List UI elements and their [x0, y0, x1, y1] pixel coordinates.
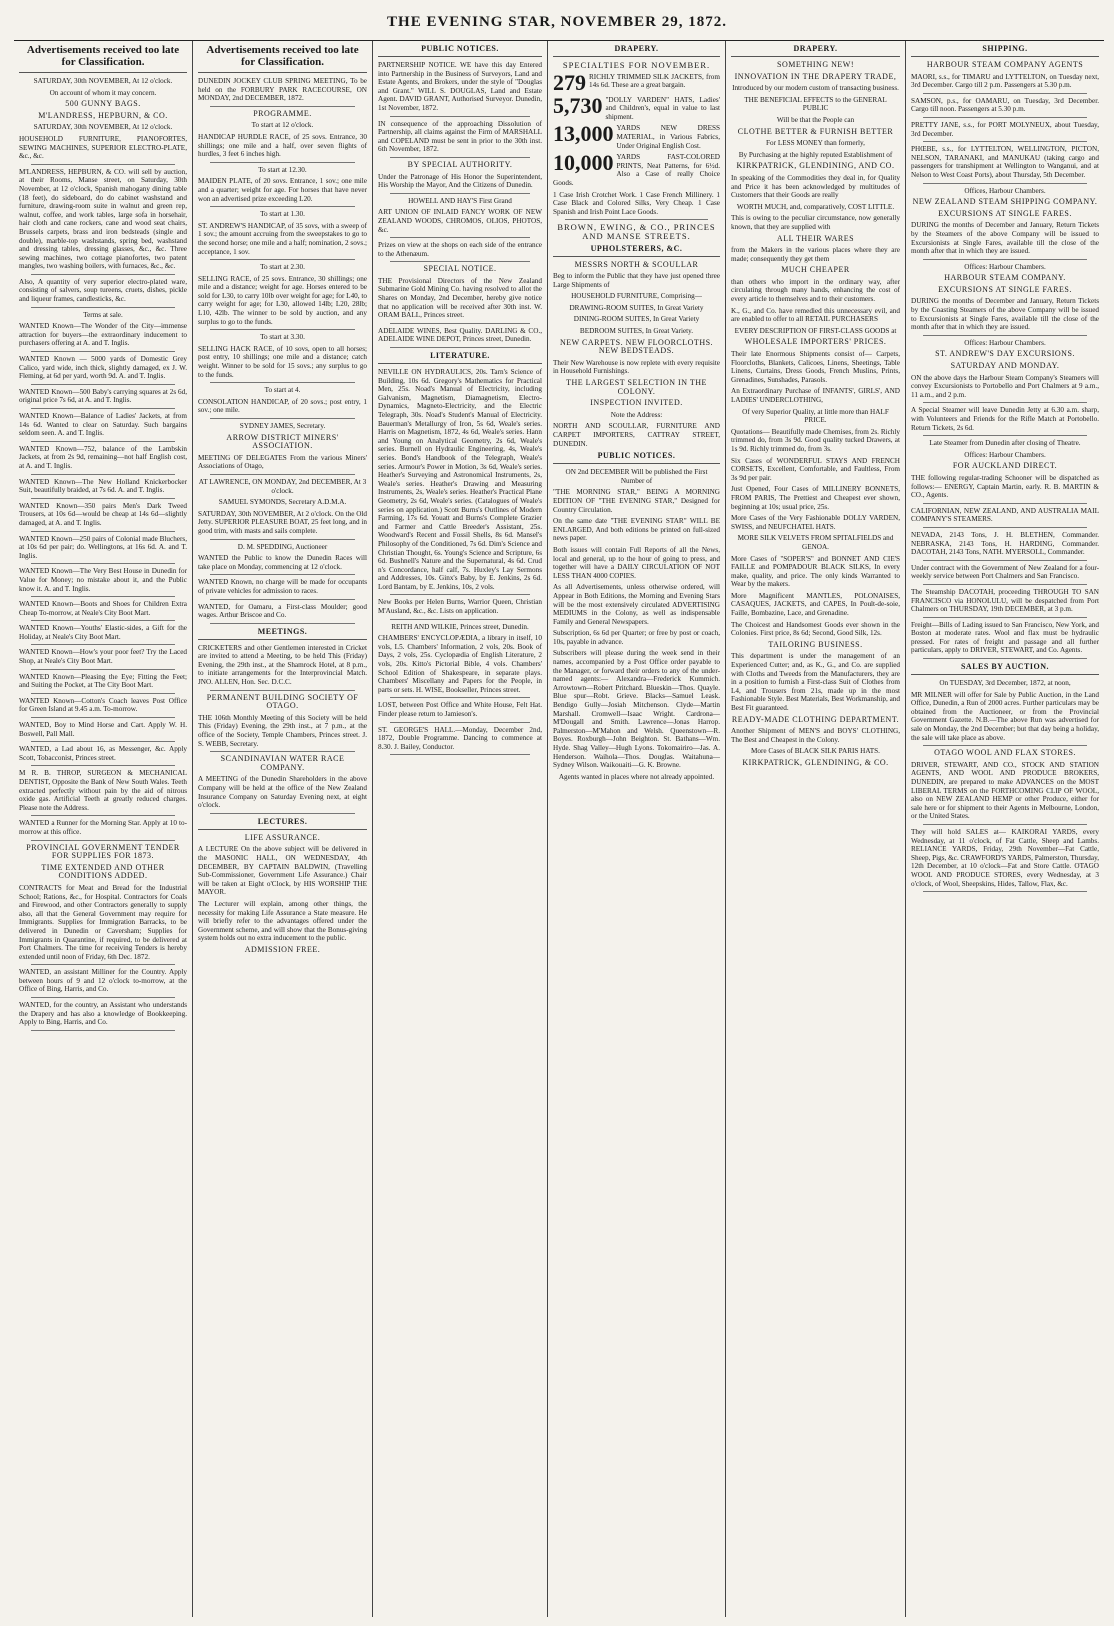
advertisement: INNOVATION IN THE DRAPERY TRADE, — [734, 71, 897, 81]
advertisement: WANTED a Runner for the Morning Star. Apply at 10 to-morrow at this office. — [19, 819, 187, 836]
advertisement: FOR AUCKLAND DIRECT. — [952, 461, 1058, 471]
advertisement: More Cases of the Very Fashionable DOLLY VARDEN, SWISS, and NEUFCHATEL HATS. — [731, 514, 900, 531]
specialty-number: 13,000 — [553, 124, 614, 147]
advertisement: DURING the months of December and January, Return Tickets by the Steamers of the above Company will be issued to Excursionists at Single Fares, available till the close of the month after that in which they are issued. — [911, 221, 1099, 256]
col3-literature — [378, 368, 542, 755]
divider — [31, 164, 175, 165]
advertisement: WANTED Known—500 Baby's carrying squares at 2s 6d, original price 7s 6d, at A. and T. Inglis. — [19, 387, 187, 405]
divider — [31, 596, 175, 597]
divider — [210, 418, 355, 419]
advertisement: LIFE ASSURANCE. — [244, 832, 321, 842]
divider — [210, 623, 355, 624]
advertisement: Another Shipment of MEN'S and BOYS' CLOTHING, The Best and Cheapest in the Colony. — [731, 727, 900, 744]
specialty-text: YARDS NEW DRESS MATERIAL, in Various Fabrics, Under Original English Cost. — [616, 124, 720, 150]
lectures-heading: LECTURES. — [198, 817, 367, 830]
divider — [31, 474, 175, 475]
advertisement: To start at 3.30. — [260, 333, 305, 342]
advertisement: MESSRS NORTH & SCOULLAR — [574, 259, 699, 269]
divider — [31, 274, 175, 275]
advertisement: ALL THEIR WARES — [776, 233, 855, 243]
divider — [31, 498, 175, 499]
divider — [923, 335, 1087, 336]
advertisement: BY SPECIAL AUTHORITY. — [407, 159, 513, 169]
advertisement: 500 GUNNY BAGS. — [65, 99, 141, 109]
advertisement: than others who import in the ordinary way, after circulating through many hands, enhancing the cost of every article to themselves and to their customers. — [731, 277, 900, 304]
advertisement: WANTED, for the country, an Assistant who understands the Drapery and has also a knowledge of Bookkeeping. Apply to Bing, Harris, and Co. — [19, 1001, 187, 1027]
advertisement: Under the Patronage of His Honor the Superintendent, His Worship the Mayor, And the Citizens of Dunedin. — [378, 172, 542, 190]
column-3 — [373, 41, 548, 1617]
divider — [31, 741, 175, 742]
advertisement: WANTED Known—Youths' Elastic-sides, a Gift for the Holiday, at Neale's City Boot Mart. — [19, 624, 187, 641]
advertisement: HOUSEHOLD FURNITURE, Comprising— — [571, 292, 702, 301]
advertisement: MAORI, s.s., for TIMARU and LYTTELTON, on Tuesday next, 3rd December. Cargo till 2 p.m. Passengers at 5.30 p.m. — [911, 72, 1099, 90]
divider — [31, 351, 175, 352]
advertisement: Agents wanted in places where not already appointed. — [558, 772, 715, 781]
advertisement: WANTED Known—The Wonder of the City—immense attraction for buyers—the extraordinary inducement to purchasers offering at A. and T. Inglis. — [19, 322, 187, 348]
advertisement: HARBOUR STEAM COMPANY. — [944, 273, 1066, 283]
advertisement: HARBOUR STEAM COMPANY AGENTS — [926, 60, 1084, 69]
brown-ewing: BROWN, EWING, & CO., PRINCES AND MANSE STREETS. — [557, 222, 716, 241]
advertisement: PROGRAMME. — [253, 108, 312, 118]
divider — [31, 964, 175, 965]
divider — [390, 116, 530, 117]
advertisement: M R. B. THROP, SURGEON & MECHANICAL DENTIST, Opposite the Bank of New South Wales. Teeth extracted perfectly without pain by the aid of nitrous oxide gas. Artificial Teeth at greatly reduced charges. Please note the Address. — [19, 769, 187, 812]
advertisement: EXCURSIONS AT SINGLE FARES. — [938, 208, 1072, 218]
advertisement: DRAWING-ROOM SUITES, In Great Variety — [569, 303, 704, 312]
specialties-heading: SPECIALTIES FOR NOVEMBER. — [562, 60, 711, 70]
col6-auction — [911, 679, 1099, 892]
divider — [210, 574, 355, 575]
advertisement: ST. ANDREW'S DAY EXCURSIONS. — [935, 349, 1075, 359]
advertisement: NEW ZEALAND STEAM SHIPPING COMPANY. — [912, 197, 1098, 207]
divider — [923, 117, 1087, 118]
advertisement: M'LANDRESS, HEPBURN, & CO. — [38, 110, 168, 120]
advertisement: Offices: Harbour Chambers. — [964, 262, 1046, 271]
specialty-text: YARDS FAST-COLORED PRINTS, Neat Patterns, for 6½d. Also a Case of really Choice Goods. — [553, 153, 720, 187]
advertisement: DUNEDIN JOCKEY CLUB SPRING MEETING, To be held on the FORBURY PARK RACECOURSE, ON MONDAY, 2nd DECEMBER, 1872. — [198, 77, 367, 103]
advertisement: Also, A quantity of very superior electro-plated ware, consisting of salvers, soup tureens, cruets, dishes, pickle and liqueur frames, candlesticks, &c. — [19, 277, 187, 304]
divider — [390, 347, 530, 348]
advertisement: WANTED Known—Balance of Ladies' Jackets, at from 14s 6d. Wanted to clear on Saturday. Such bargains seldom seen. A. and T. Inglis. — [19, 412, 187, 438]
divider — [923, 183, 1087, 184]
advertisement: READY-MADE CLOTHING DEPARTMENT. — [731, 714, 900, 724]
advertisement: Freight—Bills of Lading issued to San Francisco, New York, and Boston at moderate rates. Wool and flax must be hydraulic pressed. For rates of freight and passage and all further particulars, apply to DRIVER, STEWART, and Co. Agents. — [911, 620, 1099, 655]
advertisement: CALIFORNIAN, NEW ZEALAND, AND AUSTRALIA MAIL COMPANY'S STEAMERS. — [911, 506, 1099, 524]
advertisement: DURING the months of December and January, Return Tickets by the Coasting Steamers of the above Company will be issued to Excursionists at Single Fares, available till the close of the month after that in which they are issued. — [911, 297, 1099, 332]
auction-heading: SALES BY AUCTION. — [911, 662, 1099, 675]
divider — [31, 717, 175, 718]
advertisement: ARROW DISTRICT MINERS' ASSOCIATION. — [226, 432, 339, 451]
advertisement: WANTED Known, no charge will be made for occupants of private vehicles for admission to races. — [198, 578, 367, 595]
divider — [390, 261, 530, 262]
column-4 — [548, 41, 726, 1617]
divider — [31, 620, 175, 621]
divider — [390, 697, 530, 698]
public-notices-heading: PUBLIC NOTICES. — [553, 451, 720, 464]
advertisement: On account of whom it may concern. — [49, 88, 157, 97]
advertisement: PROVINCIAL GOVERNMENT TENDER FOR SUPPLIES FOR 1873. — [26, 842, 180, 861]
public-notices-ads — [553, 468, 720, 781]
divider — [390, 619, 530, 620]
divider — [923, 435, 1087, 436]
advertisement: SATURDAY, 30th NOVEMBER, At 2 o'clock. On the Old Jetty. SUPERIOR PLEASURE BOAT, 25 feet long, and in good trim, with masts and sails complete. — [198, 509, 367, 535]
advertisement: Subscribers will please during the week send in their names, accompanied by a Post Office order payable to the Manager, or forward their orders to any of the under-named agents:— Alexandra—Frederick Kummich. Arrowtown—Robert Pritchard. Blueskin—Thos. Quayle. Blue spur—Robt. Grieve. Blacks—Samuel Leask. Bendigo Gully—Josiah Mitchenson. Clyde—Martin Marshall. Cromwell—Isaac Wright. Cardrona—M'Dougall and Smith. Lawrence—Jonas Harrop. Palmerston—M'Mahon and Welsh. Queenstown—R. Boyes. Roxburgh—John Beighton. St. Bathans—Wm. Hyde. Shag Valley—Hugh Lyons. Tokomairiro—Jas. A. Henderson. Waihola—Thos. Douglas. Waitahuna—Sydney Wilson. Waikouaiti—G. K. Browne. — [553, 649, 720, 770]
divider — [390, 323, 530, 324]
divider — [390, 237, 530, 238]
advertisement: from the Makers in the various places where they are made; consequently they get them — [731, 246, 900, 263]
advertisement: To start at 12.30. — [258, 165, 307, 174]
advertisement: By Purchasing at the highly reputed Establishment of — [738, 150, 893, 159]
advertisement: Offices: Harbour Chambers. — [964, 450, 1046, 459]
col3-heading: PUBLIC NOTICES. — [378, 44, 542, 57]
col2-lectures — [198, 834, 367, 955]
advertisement: WORTH MUCH, and, comparatively, COST LITTLE. — [736, 202, 895, 211]
advertisement: SAMUEL SYMONDS, Secretary A.D.M.A. — [218, 498, 347, 507]
divider — [923, 527, 1087, 528]
cases-list: 1 Case Irish Crotchet Work. 1 Case French Millinery. 1 Case Black and Colored Silks, Very Cheap. 1 Case Spanish and Irish Point Lace Goods. — [553, 190, 720, 216]
advertisement: More Magnificent MANTLES, POLONAISES, CASAQUES, JACKETS, and CAPES, In Poult-de-soie, Faille, Bombazine, Lace, and Grenadine. — [731, 591, 900, 618]
specialty-number: 5,730 — [553, 95, 603, 118]
col5-heading: DRAPERY. — [731, 44, 900, 57]
advertisement: To start at 12 o'clock. — [251, 121, 314, 130]
divider — [923, 617, 1087, 618]
advertisement: Note the Address: — [610, 410, 663, 419]
specialties-list — [553, 73, 720, 188]
divider — [390, 754, 530, 755]
advertisement: EXCURSIONS AT SINGLE FARES. — [938, 284, 1072, 294]
divider — [31, 307, 175, 308]
advertisement: WANTED Known—350 pairs Men's Dark Tweed Trousers, at 10s 6d—would be cheap at 14s 6d—slightly damaged, at A. and T. Inglis. — [19, 501, 187, 527]
advertisement: WANTED Known—Pleasing the Eye; Fitting the Feet; and Suiting the Pocket, at The City Boot Mart. — [19, 672, 187, 690]
divider — [210, 690, 355, 691]
advertisement: "THE MORNING STAR," BEING A MORNING EDITION OF "THE EVENING STAR," Designed for Country Circulation. — [553, 488, 720, 514]
divider — [210, 206, 355, 207]
advertisement: PERMANENT BUILDING SOCIETY OF OTAGO. — [206, 692, 359, 711]
advertisement: INSPECTION INVITED. — [590, 398, 683, 408]
advertisement: HANDICAP HURDLE RACE, of 25 sovs. Entrance, 30 shillings; one mile and a half, over seven flights of hurdles, 3 feet 6 inches high. — [198, 132, 367, 159]
advertisement: To start at 2.30. — [260, 263, 305, 272]
col1-heading: Advertisements received too late for Classification. — [19, 44, 187, 73]
col6-ads — [911, 61, 1099, 659]
advertisement: REITH AND WILKIE, Princes street, Dunedin. — [391, 622, 529, 631]
advertisement: WANTED, for Oamaru, a First-class Moulder; good wages. Arthur Briscoe and Co. — [198, 602, 367, 620]
specialty-number: 279 — [553, 72, 586, 93]
divider — [923, 584, 1087, 585]
advertisement: LOST, between Post Office and White House, Felt Hat. Finder please return to Jamieson's. — [378, 701, 542, 718]
divider — [31, 815, 175, 816]
advertisement: Beg to inform the Public that they have just opened three Large Shipments of — [553, 272, 720, 289]
advertisement: Offices: Harbour Chambers. — [964, 338, 1046, 347]
col2-meetings — [198, 644, 367, 814]
specialty-text: "DOLLY VARDEN" HATS, Ladies' and Children's, equal in value to last shipment. — [605, 95, 720, 121]
advertisement: More Cases of "SOPER'S" and BONNET AND CIE'S FAILLE and POMPADOUR BLACK SILKS, In every make, quality, and price. The only kinds Warranted to Wear by the makers. — [731, 554, 900, 589]
divider — [31, 531, 175, 532]
advertisement: Both issues will contain Full Reports of all the News, local and general, up to the hour of going to press, and together will have a DAILY CIRCULATION OF NOT LESS THAN 4000 COPIES. — [553, 545, 720, 580]
divider — [390, 157, 530, 158]
advertisement: TAILORING BUSINESS. — [768, 639, 863, 649]
advertisement: MEETING OF DELEGATES From the various Miners' Associations of Otago, — [198, 453, 367, 471]
advertisement: WANTED Known—Boots and Shoes for Children Extra Cheap To-morrow, at Neale's City Boot Mart. — [19, 600, 187, 617]
advertisement: More Cases of BLACK SILK PARIS HATS. — [751, 747, 880, 756]
advertisement: SPECIAL NOTICE. — [423, 264, 497, 274]
advertisement: NORTH AND SCOULLAR, FURNITURE AND CARPET IMPORTERS, CATTRAY STREET, DUNEDIN. — [553, 422, 720, 448]
advertisement: Their New Warehouse is now replete with every requisite in Household Furnishings. — [553, 358, 720, 376]
upholsterers-heading: UPHOLSTERERS, &C. — [553, 244, 720, 257]
advertisement: SCANDINAVIAN WATER RACE COMPANY. — [220, 754, 345, 772]
advertisement: In speaking of the Commodities they deal in, for Quality and Price it has been acknowledged by multitudes of Customers that their Goods are really — [731, 173, 900, 200]
advertisement: ST. ANDREW'S HANDICAP, of 35 sovs, with a sweep of 1 sov.; the amount accruing from the sweepstakes to go to the second horse; one mile and a half; nomination, 2 sovs.; acceptance, 1 sov. — [198, 221, 367, 256]
specialty-item — [553, 124, 720, 150]
advertisement: IN consequence of the approaching Dissolution of Partnership, all claims against the Firm of MARSHALL and COPELAND must be sent in prior to the 30th inst. 6th November, 1872. — [378, 119, 542, 154]
column-1 — [14, 41, 193, 1617]
column-5 — [726, 41, 906, 1617]
advertisement: This department is under the management of an Experienced Cutter; and, as K., G., and Co. are supplied with Cloths and Tweeds from the Manufacturers, they are in a position to furnish a First-class Suit of Clothes from L4, and Trousers from 21s, made up in the most Fashionable Style. Best Materials, Best Workmanship, and Best Fit guaranteed. — [731, 652, 900, 712]
advertisement: WANTED Known—The Very Best House in Dunedin for Value for Money; no mistake about it, and the Public know it. A. and T. Inglis. — [19, 567, 187, 593]
divider — [923, 93, 1087, 94]
advertisement: THE following regular-trading Schooner will be dispatched as follows:— ENERGY, Captain Martin, early. R. B. MARTIN & CO., Agents. — [911, 473, 1099, 500]
advertisement: WANTED, an assistant Milliner for the Country. Apply between hours of 9 and 12 o'clock to-morrow, at the Office of Bing, Harris, and Co. — [19, 968, 187, 994]
divider — [210, 599, 355, 600]
col5-ads — [731, 61, 900, 768]
advertisement: KIRKPATRICK, GLENDINING, & CO. — [742, 757, 889, 767]
advertisement: M'LANDRESS, HEPBURN, & CO. will sell by auction, at their Rooms, Manse street, on Saturday, 30th November, at 12 o'clock, Spanish mahogany dining table (18 feet), do sideboard, do do cabinet washstand and furniture, drawing-room suite in walnut and green rep, walnut, coffee, and work tables, large sofa in horsehair, hair cloth and cane rockers, cane and wood seat chairs, Brussels carpets, brass and iron bedsteads (single and double), marble-top washstands, spring bed, washstand and dressing tables, dressing glasses, &c., &c. Three sewing machines, two cottage pianofortes, two patent mangles, two washing boilers, with furnaces, &c., &c. — [19, 167, 187, 271]
col3-ads — [378, 61, 542, 348]
advertisement: The Choicest and Handsomest Goods ever shown in the Colonies. First price, 8s 6d; Second, Good Silk, 12s. — [731, 620, 900, 638]
divider — [923, 745, 1087, 746]
advertisement: As all Advertisements, unless otherwise ordered, will Appear in Both Editions, the Morning and Evening Stars will be the most extensively circulated ADVERTISING MEDIUMS in the Colony, as well as indispensable Family and General Newspapers. — [553, 583, 720, 626]
divider — [210, 329, 355, 330]
divider — [31, 840, 175, 841]
advertisement: THE 106th Monthly Meeting of this Society will be held This (Friday) Evening, the 29th inst., at 7 p.m., at the office of the Society, Temple Chambers, Princes street. J. S. WEBB, Secretary. — [198, 713, 367, 748]
advertisement: CONTRACTS for Meat and Bread for the Industrial School; Rations, &c., for Hospital. Contractors for Coals and Firewood, and other Contractors generally to supply also, all that the General Government may require for Immigrants. Supplies for Immigration Barracks, to be delivered in Dunedin or Caversham; Supplies for Immigrants in Quarantine, if required, to be delivered at Port Chalmers. The time for receiving Tenders is hereby extended until noon of Friday, 6th Dec. 1872. — [19, 883, 187, 961]
advertisement: ADMISSION FREE. — [244, 944, 321, 954]
advertisement: WANTED, Boy to Mind Horse and Cart. Apply W. H. Boswell, Pall Mall. — [19, 721, 187, 738]
advertisement: CLOTHE BETTER & FURNISH BETTER — [737, 126, 894, 136]
divider — [923, 141, 1087, 142]
advertisement: DINING-ROOM SUITES, In Great Variety — [573, 315, 700, 324]
advertisement: The Steamship DACOTAH, proceeding THROUGH TO SAN FRANCISCO via HONOLULU, will be despatched from Port Chalmers on THURSDAY, 19th DECEMBER, at 3 p.m. — [911, 587, 1099, 614]
advertisement: TIME EXTENDED AND OTHER CONDITIONS ADDED. — [41, 862, 165, 881]
specialty-text: RICHLY TRIMMED SILK JACKETS, from 14s 6d. These are a great bargain. — [589, 72, 720, 90]
advertisement: Late Steamer from Dunedin after closing of Theatre. — [929, 439, 1081, 448]
advertisement: Under contract with the Government of New Zealand for a four-weekly service between Port Chalmers and San Francisco. — [911, 563, 1099, 581]
advertisement: MORE SILK VELVETS FROM SPITALFIELDS and GENOA. — [737, 534, 894, 551]
advertisement: They will hold SALES at— KAIKORAI YARDS, every Wednesday, at 11 o'clock, of Fat Cattle, Sheep and Lambs. RELIANCE YARDS, Friday, 29th November—Fat Cattle, Sheep, Pigs, &c. CRAWFORD'S YARDS, Palmerston, Thursday, 12th December, at 10 o'clock—Fat and Store Cattle. OTAGO WOOL AND PRODUCE STORES, every Wednesday, at 3 o'clock, of Wool, Sheepskins, Hides, Tallow, Flax, &c. — [911, 827, 1099, 888]
divider — [923, 658, 1087, 659]
advertisement: A MEETING of the Dunedin Shareholders in the above Company will be held at the office of the New Zealand Insurance Company on Saturday Evening next, at eight o'clock. — [198, 775, 367, 810]
divider — [31, 384, 175, 385]
meetings-heading: MEETINGS. — [198, 627, 367, 640]
advertisement: SYDNEY JAMES, Secretary. — [239, 422, 326, 430]
newspaper-page — [14, 40, 1104, 1616]
advertisement: BEDROOM SUITES, In Great Variety. — [579, 327, 694, 336]
advertisement: HOUSEHOLD FURNITURE, PIANOFORTES, SEWING MACHINES, SUPERIOR ELECTRO-PLATE, &c., &c. — [19, 134, 187, 161]
col2-heading: Advertisements received too late for Classification. — [198, 44, 367, 73]
column-6 — [906, 41, 1104, 1617]
col1-ads — [19, 77, 187, 1031]
advertisement: NEVADA, 2143 Tons, J. H. BLETHEN, Commander. NEBRASKA, 2143 Tons, H. HARDING, Commander. DACOTAH, 2143 Tons, NATH. MYERSOLL, Commander. — [911, 530, 1099, 557]
col2-ads — [198, 77, 367, 624]
advertisement: Six Cases of WONDERFUL STAYS AND FRENCH CORSETS, Excellent, Comfortable, and Faultless, From 3s 9d per pair. — [731, 456, 900, 482]
advertisement: WANTED the Public to know the Dunedin Races will take place on Monday, commencing at 12 o'clock. — [198, 554, 367, 571]
advertisement: WANTED Known—Cotton's Coach leaves Post Office for Green Island at 9.45 a.m. To-morrow. — [19, 696, 187, 714]
advertisement: EVERY DESCRIPTION OF FIRST-CLASS GOODS at — [734, 326, 897, 335]
advertisement: PHŒBE, s.s., for LYTTELTON, WELLINGTON, PICTON, NELSON, TARANAKI, and MANUKAU (taking cargo and passengers for transhipment at Wellington to Wanganui, and at Nelson to West Coast Ports), about Thursday, 5th December. — [911, 145, 1099, 179]
advertisement: To start at 4. — [264, 386, 301, 395]
advertisement: THE BENEFICIAL EFFECTS to the GENERAL PUBLIC — [744, 95, 887, 113]
divider — [390, 193, 530, 194]
advertisement: WANTED Known—The New Holland Knickerbocker Suit, beautifully braided, at 7s 6d. A. and T. Inglis. — [19, 477, 187, 495]
advertisement: Of very Superior Quality, at little more than HALF PRICE. — [742, 407, 889, 425]
advertisement: WANTED, a Lad about 16, as Messenger, &c. Apply Scott, Tobacconist, Princes street. — [19, 745, 187, 762]
advertisement: THE LARGEST SELECTION IN THE COLONY. — [566, 378, 707, 396]
advertisement: CONSOLATION HANDICAP, of 20 sovs.; post entry, 1 sov.; one mile. — [198, 397, 367, 415]
masthead: THE EVENING STAR, NOVEMBER 29, 1872. — [387, 14, 727, 30]
literature-heading: LITERATURE. — [378, 351, 542, 364]
divider — [390, 594, 530, 595]
col6-heading: SHIPPING. — [911, 44, 1099, 57]
advertisement: SOMETHING NEW! — [777, 60, 854, 69]
column-2 — [193, 41, 373, 1617]
advertisement: New Books per Helen Burns, Warrior Queen, Christian M'Ausland, &c., &c. Lists on application. — [378, 598, 542, 616]
divider — [210, 474, 355, 475]
advertisement: For LESS MONEY than formerly, — [766, 139, 865, 148]
divider — [923, 891, 1087, 892]
specialty-number: 10,000 — [553, 153, 614, 176]
advertisement: WANTED Known—How's your poor feet? Try the Laced Shop, at Neale's City Boot Mart. — [19, 648, 187, 666]
advertisement: ON the above days the Harbour Steam Company's Steamers will convey Excursionists to Portobello and Port Chalmers at 9 a.m., 11 a.m., and 2 p.m. — [911, 373, 1099, 399]
specialty-item — [553, 96, 720, 122]
divider — [31, 693, 175, 694]
divider — [31, 408, 175, 409]
divider — [923, 824, 1087, 825]
divider — [923, 259, 1087, 260]
specialty-item — [553, 73, 720, 93]
advertisement: Their late Enormous Shipments consist of— Carpets, Floorcloths, Blankets, Calicoes, Linens, Sheetings, Table Linens, Curtains, Dress Goods, French Muslins, Prints, Grenadines, Sunshades, Parasols. — [731, 350, 900, 384]
advertisement: Quotations— Beautifully made Chemises, from 2s. Richly trimmed do, from 3s 9d. Good quality tucked Drawers, at 1s 9d. Richly trimmed do, from 3s. — [731, 427, 900, 453]
advertisement: THE Provisional Directors of the New Zealand Submarine Gold Mining Co. having resolved to allot the Shares on Monday, 2nd December, hereby give notice that no application will be received after 30th inst. W. ORAM BALL, Princes street. — [378, 276, 542, 320]
advertisement: OTAGO WOOL AND FLAX STORES. — [934, 748, 1076, 758]
advertisement: On the same date "THE EVENING STAR" WILL BE ENLARGED, And both editions be printed on full-sized news paper. — [553, 517, 720, 543]
advertisement: ART UNION OF INLAID FANCY WORK OF NEW ZEALAND WOODS, CHROMOS, OLIOS, PHOTOS, &c. — [378, 208, 542, 234]
advertisement: K., G., and Co. have remedied this unnecessary evil, and are enabled to offer to all RETAIL PURCHASERS — [731, 306, 900, 324]
divider — [210, 751, 355, 752]
advertisement: WHOLESALE IMPORTERS' PRICES. — [744, 337, 887, 347]
specialty-item — [553, 153, 720, 187]
divider — [31, 669, 175, 670]
advertisement: ON 2nd DECEMBER Will be published the First Number of — [565, 468, 708, 485]
advertisement: DRIVER, STEWART, AND CO., STOCK AND STATION AGENTS, AND WOOL AND PRODUCE BROKERS, DUNEDIN, are prepared to make ADVANCES on the MOST LIBERAL TERMS on the FORTHCOMING CLIP OF WOOL, also on NEW ZEALAND HEMP or other Produce, either for sale here or for shipment to their Agents in Melbourne, London, or the United States. — [911, 760, 1099, 821]
divider — [31, 765, 175, 766]
advertisement: ST. GEORGE'S HALL.—Monday, December 2nd, 1872, Double Programme. Dancing to commence at 8.30. J. Bailey, Conductor. — [378, 725, 542, 751]
advertisement: CHAMBERS' ENCYCLOPÆDIA, a library in itself, 10 vols, L5. Chambers' Information, 2 vols, 20s. Book of Days, 2 vols, 25s. Cyclopædia of English Literature, 2 vols, 20s. Kitto's Pictorial Bible, 4 vols. Chambers' School Edition of Shakespeare, in separate plays. Chambers' Miscellany and Papers for the People, in parts or sets. H. WISE, Bookseller, Princes street. — [378, 634, 542, 694]
divider — [31, 997, 175, 998]
advertisement: PRETTY JANE, s.s., for PORT MOLYNEUX, about Tuesday, 3rd December. — [911, 120, 1099, 138]
divider — [31, 644, 175, 645]
advertisement: An Extraordinary Purchase of INFANTS', GIRLS', AND LADIES' UNDERCLOTHING, — [731, 387, 900, 404]
advertisement: A Special Steamer will leave Dunedin Jetty at 6.30 a.m. sharp, with Volunteers and Friends for the Rifle Match at Portobello. Return Tickets, 2s 6d. — [911, 406, 1099, 432]
divider — [210, 162, 355, 163]
advertisement: This is owing to the peculiar circumstance, now generally known, that they are supplied with — [731, 214, 900, 231]
advertisement: HOWELL AND HAY'S First Grand — [408, 196, 512, 205]
advertisement: SELLING RACE, of 25 sovs. Entrance, 30 shillings; one mile and a distance; weight for age. Horses entered to be sold for L30, to carry 10lb over weight for age; for L40, to carry weight for age; for L30, allowed 14lb; L20, 28lb; L10, 42lb. The winner to be sold by auction, and any surplus to go to the funds. — [198, 274, 367, 326]
divider — [210, 106, 355, 107]
advertisement: MAIDEN PLATE, of 20 sovs. Entrance, 1 sov.; one mile and a quarter; weight for age. For horses that have never won an advertised prize exceeding L20. — [198, 177, 367, 203]
advertisement: SELLING HACK RACE, of 10 sovs, open to all horses; post entry, 10 shillings; one mile and a distance; catch weight. Winner to be sold for 15 sovs.; any surplus to go to the funds. — [198, 344, 367, 379]
advertisement: Prizes on view at the shops on each side of the entrance to the Athenæum. — [378, 241, 542, 258]
advertisement: Will be that the People can — [776, 115, 855, 124]
advertisement: PARTNERSHIP NOTICE. WE have this day Entered into Partnership in the Business of Surveyors, Land and Estate Agents, and Brokers, under the style of "Douglas and Grant." WILL S. DOUGLAS, Land and Estate Agent. DAVID GRANT, Authorised Surveyor. Dunedin, 1st November, 1872. — [378, 61, 542, 112]
advertisement: AT LAWRENCE, ON MONDAY, 2nd DECEMBER, At 3 o'clock. — [198, 477, 367, 495]
advertisement: WANTED Known—250 pairs of Colonial made Bluchers, at 10s 6d per pair; do. Wellingtons, at 16s 6d. A. and T. Inglis. — [19, 534, 187, 560]
divider — [923, 503, 1087, 504]
advertisement: WANTED Known — 5000 yards of Domestic Grey Calico, yard wide, inch thick, slightly damaged, ex J. W. Fleming, at 6d per yard, worth 9d. A. and T. Inglis. — [19, 355, 187, 381]
advertisement: SATURDAY, 30th NOVEMBER, At 12 o'clock. — [33, 123, 173, 132]
advertisement: NEVILLE ON HYDRAULICS, 20s. Tarn's Science of Building, 10s 6d. Gregory's Mathematics for Practical Men, 25s. Noad's Manual of Electricity, including Galvanism, Magnetism, Diamagnetism, Electro-Dynamics, Magneto-Electricity, and the Electric Telegraph, 30s. Noad's Student's Manual of Electricity. Bauerman's Metallurgy of Iron, 5s 6d, Weale's series. Harris on Magnetism, 1872, 4s 6d, Weale's series. Hann and Young on Analytical Geometry, 2s 6d, Weale's series. Burnell on Hydraulic Engineering, 4s, Weale's series. Bond's Handbook of the Telegraph, Weale's series. Armour's Power in Motion, 3s 6d, Weale's series. Heather's Surveying and Astronomical Instruments, 2s, Weale's series. Heather's Drawing and Measuring Instruments, 2s, Weale's series. Heather's Practical Plane Geometry, 2s 6d, Weale's series. (Catalogues of Weale's series on application.) Scott Burns's Outlines of Modern Farming, 17s 6d. Youatt and Burns's Complete Grazier and Farmer and Cattle Breeder's Assistant, 25s. Woodward's Recent and Fossil Shells, 8s 6d. Mansel's Philosophy of the Conditioned, 7s 6d. Dim's Science and Christian Thought, 6s. Young's Science and Scripture, 6s 6d. Bushnell's Nature and the Supernatural, 4s 6d. Crud n's Concordance, half calf, 7s. Huxley's Lay Sermons and Addresses, 10s. Ginx's Baby, by E. Jenkins, 2s 6d. Lord Bantam, by E. Jenkins, 10s, 2 vols. — [378, 368, 542, 591]
advertisement: SATURDAY AND MONDAY. — [950, 361, 1060, 371]
advertisement: WANTED Known—752, balance of the Lambskin Jackets, at from 2s 9d, remaining—not half English cost, at A. and T. Inglis. — [19, 444, 187, 470]
advertisement: KIRKPATRICK, GLENDINING, AND CO. — [736, 161, 895, 171]
divider — [31, 1030, 175, 1031]
col4-heading: DRAPERY. — [553, 44, 720, 57]
divider — [31, 441, 175, 442]
divider — [210, 259, 355, 260]
advertisement: To start at 1.30. — [260, 210, 305, 219]
divider — [210, 539, 355, 540]
divider — [31, 563, 175, 564]
divider — [390, 722, 530, 723]
advertisement: SAMSON, p.s., for OAMARU, on Tuesday, 3rd December. Cargo till noon. Passengers at 5.30 p.m. — [911, 96, 1099, 114]
advertisement: Offices, Harbour Chambers. — [964, 186, 1046, 195]
divider — [210, 382, 355, 383]
advertisement: ADELAIDE WINES, Best Quality. DARLING & CO., ADELAIDE WINE DEPOT, Princes street, Dunedin. — [378, 326, 542, 344]
advertisement: The Lecturer will explain, among other things, the necessity for making Life Assurance a State measure. He will briefly refer to the advantages offered under the Government scheme, and will show that the Bonus-giving system holds out no extra inducement to the public. — [198, 899, 367, 943]
divider — [923, 560, 1087, 561]
advertisement: Subscription, 6s 6d per Quarter; or free by post or coach, 10s, payable in advance. — [553, 629, 720, 646]
advertisement: A LECTURE On the above subject will be delivered in the MASONIC HALL, ON WEDNESDAY, 4th DECEMBER, BY CAPTAIN BALDWIN, (Travelling Sub-Commissioner, Government Life Assurance.) Chair will be taken at Eight o'Clock, by HIS WORSHIP THE MAYOR. — [198, 845, 367, 897]
advertisement: MUCH CHEAPER — [781, 265, 850, 275]
divider — [210, 813, 355, 814]
divider — [923, 402, 1087, 403]
advertisement: CRICKETERS and other Gentlemen interested in Cricket are invited to attend a Meeting, to be held This (Friday) Evening, the 29th inst., at the Shamrock Hotel, at 8 p.m., to initiate arrangements for the Interprovincial Match. JNO. ALLEN, Hon. Sec. D.C.C. — [198, 643, 367, 687]
advertisement: MR MILNER will offer for Sale by Public Auction, in the Land Office, Dunedin, a Run of 2000 acres. Further particulars may be obtained from the Auctioneer, or from the Provincial Government Gazette. N.B.—The above Run was advertised for sale on Monday, the 2nd December; but that day being a holiday, the sale will take place as above. — [911, 690, 1099, 742]
upholsterers-ads — [553, 261, 720, 449]
advertisement: On TUESDAY, 3rd December, 1872, at noon, — [939, 679, 1071, 688]
advertisement: SATURDAY, 30th NOVEMBER, At 12 o'clock. — [33, 77, 173, 85]
advertisement: D. M. SPEDDING, Auctioneer — [237, 542, 328, 551]
advertisement: Introduced by our modern custom of transacting business. — [732, 84, 899, 93]
advertisement: Terms at sale. — [83, 310, 123, 319]
advertisement: Just Opened, Four Cases of MILLINERY BONNETS, FROM PARIS, The Prettiest and Cheapest ever shown, beginning at 10s; usual price, 25s. — [731, 485, 900, 511]
advertisement: NEW CARPETS. NEW FLOORCLOTHS. NEW BEDSTEADS. — [559, 337, 714, 356]
